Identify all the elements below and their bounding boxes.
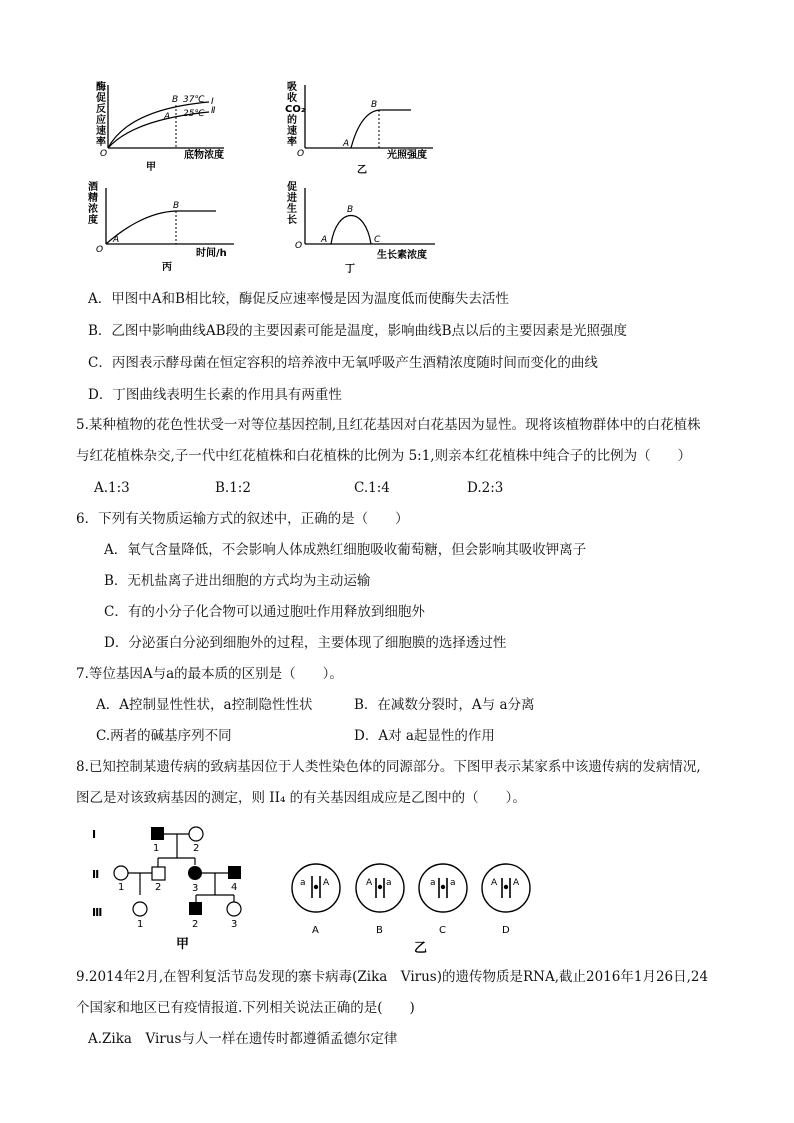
svg-text:光照强度: 光照强度	[387, 150, 427, 161]
svg-text:酶: 酶	[96, 82, 106, 93]
q5-stem-line1: 5.某种植物的花色性状受一对等位基因控制,且红花基因对白花基因为显性。现将该植物群体中的白花植株	[76, 417, 701, 433]
svg-text:度: 度	[88, 215, 98, 226]
pedigree-III2-affected-male	[189, 902, 202, 915]
svg-text:2: 2	[193, 843, 200, 854]
cell-diagrams	[286, 858, 546, 960]
svg-text:Ⅱ: Ⅱ	[211, 106, 216, 116]
svg-text:a: a	[386, 878, 392, 888]
q4-option-d: D．丁图曲线表明生长素的作用具有两重性	[88, 387, 342, 403]
q4-option-b: B．乙图中影响曲线AB段的主要因素可能是温度，影响曲线B点以后的主要因素是光照强度	[88, 323, 628, 339]
graph-jia	[84, 80, 244, 172]
q5-option-a: A.1:3	[94, 480, 130, 496]
q6-option-d: D．分泌蛋白分泌到细胞外的过程，主要体现了细胞膜的选择透过性	[104, 635, 507, 651]
q5-options	[0, 479, 794, 499]
graph-yi-ylabel	[285, 80, 305, 148]
pedigree-II4-affected-male	[228, 866, 241, 879]
cell-a	[292, 864, 340, 936]
q6-option-c: C．有的小分子化合物可以通过胞吐作用释放到细胞外	[104, 604, 425, 620]
svg-text:乙: 乙	[357, 165, 367, 175]
curve-auxin	[331, 216, 371, 245]
pedigree-II1-female	[114, 866, 128, 880]
svg-text:吸: 吸	[287, 82, 297, 93]
svg-text:Ⅰ: Ⅰ	[92, 828, 97, 841]
svg-text:O: O	[297, 149, 305, 159]
q5-option-c: C.1:4	[354, 480, 390, 496]
svg-text:生长素浓度: 生长素浓度	[377, 250, 427, 261]
svg-text:进: 进	[287, 193, 297, 204]
svg-text:率: 率	[287, 137, 297, 148]
q7-option-b: B．在减数分裂时，A与 a分离	[354, 697, 535, 713]
svg-text:B: B	[173, 201, 180, 211]
q5-option-b: B.1:2	[215, 480, 251, 496]
svg-text:丙: 丙	[162, 262, 172, 273]
pedigree-chart	[88, 820, 268, 952]
svg-text:收: 收	[287, 93, 297, 104]
pedigree-I1-affected-male	[151, 827, 164, 840]
svg-text:乙: 乙	[414, 941, 428, 956]
q7-options-row1	[0, 696, 794, 716]
svg-text:A: A	[366, 878, 373, 888]
svg-text:Ⅱ: Ⅱ	[92, 868, 100, 881]
svg-text:浓: 浓	[88, 204, 98, 215]
svg-text:A: A	[321, 235, 328, 245]
pedigree-III1-female	[133, 902, 147, 916]
svg-text:速: 速	[96, 126, 106, 137]
svg-text:长: 长	[287, 215, 297, 226]
q9-stem-line2: 个国家和地区已有疫情报道.下列相关说法正确的是( )	[76, 1000, 415, 1016]
graph-ding-ylabel	[286, 180, 297, 226]
q7-option-a: A．A控制显性性状，a控制隐性性状	[96, 697, 313, 713]
svg-text:37℃: 37℃	[183, 95, 205, 105]
q8-stem-line2: 图乙是对该致病基因的测定，则 II₄ 的有关基因组成应是乙图中的（ ）。	[76, 790, 526, 806]
svg-text:时间/h: 时间/h	[196, 248, 227, 259]
q5-stem-line2: 与红花植株杂交,子一代中红花植株和白花植株的比例为 5:1,则亲本红花植株中纯合子的比例为（ ）	[76, 448, 692, 464]
svg-text:2: 2	[155, 882, 162, 893]
svg-text:a: a	[450, 878, 456, 888]
pedigree-III3-female	[227, 902, 241, 916]
cell-b	[356, 864, 404, 936]
svg-text:25℃: 25℃	[183, 109, 205, 119]
pedigree-II3-affected-female	[188, 866, 202, 880]
svg-text:B: B	[172, 95, 179, 105]
svg-text:酒: 酒	[88, 182, 98, 193]
svg-text:C: C	[439, 925, 446, 936]
svg-text:1: 1	[137, 919, 144, 930]
q6-option-a: A．氧气含量降低，不会影响人体成熟红细胞吸收葡萄糖，但会影响其吸收钾离子	[104, 542, 587, 558]
svg-text:促: 促	[287, 182, 297, 193]
svg-text:精: 精	[88, 193, 98, 204]
svg-text:O: O	[295, 241, 303, 251]
q4-option-c: C．丙图表示酵母菌在恒定容积的培养液中无氧呼吸产生酒精浓度随时间而变化的曲线	[88, 355, 598, 371]
svg-text:Ⅲ: Ⅲ	[92, 906, 103, 919]
svg-text:的: 的	[287, 115, 297, 126]
q7-stem: 7.等位基因A与a的最本质的区别是（ ）。	[76, 666, 343, 682]
svg-text:A: A	[323, 878, 330, 888]
curve-co2	[351, 110, 411, 148]
q9-stem-line1: 9.2014年2月,在智利复活节岛发现的寨卡病毒(Zika Virus)的遗传物质是RNA,截止2016年1月26日,24	[76, 969, 709, 985]
graph-bing	[84, 180, 254, 275]
svg-text:A: A	[164, 112, 171, 122]
svg-text:生: 生	[287, 204, 297, 215]
svg-text:B: B	[371, 100, 378, 110]
q5-option-d: D.2:3	[467, 480, 504, 496]
q9-option-a: A.Zika Virus与人一样在遗传时都遵循孟德尔定律	[88, 1031, 398, 1047]
q7-option-d: D．A对 a起显性的作用	[354, 728, 495, 744]
svg-text:A: A	[343, 139, 350, 149]
q7-options-row2	[0, 727, 794, 747]
svg-text:a: a	[430, 878, 436, 888]
svg-text:率: 率	[96, 137, 106, 148]
svg-text:3: 3	[192, 883, 199, 894]
svg-text:1: 1	[153, 843, 160, 854]
q6-option-b: B．无机盐离子进出细胞的方式均为主动运输	[104, 573, 371, 589]
curve-alcohol	[106, 211, 216, 244]
svg-text:O: O	[96, 245, 104, 255]
graph-jia-ylabel	[96, 80, 106, 148]
cell-c	[419, 864, 467, 936]
pedigree-I2-female	[189, 827, 203, 841]
svg-text:O: O	[100, 149, 108, 159]
pedigree-II2-male	[152, 867, 165, 880]
svg-text:甲: 甲	[146, 162, 156, 172]
svg-text:3: 3	[231, 919, 238, 930]
svg-text:甲: 甲	[176, 937, 190, 952]
svg-text:A: A	[312, 925, 319, 936]
svg-text:C: C	[374, 235, 381, 245]
svg-text:Ⅰ: Ⅰ	[211, 97, 214, 107]
svg-text:B: B	[376, 925, 383, 936]
svg-text:B: B	[347, 205, 354, 215]
svg-text:2: 2	[192, 919, 199, 930]
svg-text:促: 促	[96, 93, 106, 104]
graph-bing-ylabel	[87, 180, 98, 226]
svg-text:应: 应	[96, 115, 106, 126]
q4-option-a: A．甲图中A和B相比较，酶促反应速率慢是因为温度低而使酶失去活性	[88, 291, 509, 307]
svg-text:丁: 丁	[345, 264, 355, 275]
q8-stem-line1: 8.已知控制某遗传病的致病基因位于人类性染色体的同源部分。下图甲表示某家系中该遗传病的发病情况,	[76, 759, 701, 775]
svg-text:CO₂: CO₂	[285, 104, 306, 115]
graph-yi	[283, 80, 443, 175]
cell-d	[482, 864, 530, 936]
svg-text:1: 1	[118, 882, 125, 893]
svg-text:速: 速	[287, 126, 297, 137]
svg-text:A: A	[513, 878, 520, 888]
svg-text:D: D	[502, 925, 510, 936]
svg-text:底物浓度: 底物浓度	[184, 150, 224, 161]
svg-text:a: a	[300, 878, 306, 888]
graph-ding	[283, 180, 443, 275]
q7-option-c: C.两者的碱基序列不同	[96, 728, 232, 744]
svg-text:反: 反	[96, 104, 106, 115]
svg-text:A: A	[491, 878, 498, 888]
svg-text:4: 4	[231, 882, 238, 893]
q6-stem: 6．下列有关物质运输方式的叙述中，正确的是（ ）	[76, 511, 409, 527]
svg-text:A: A	[113, 235, 120, 245]
